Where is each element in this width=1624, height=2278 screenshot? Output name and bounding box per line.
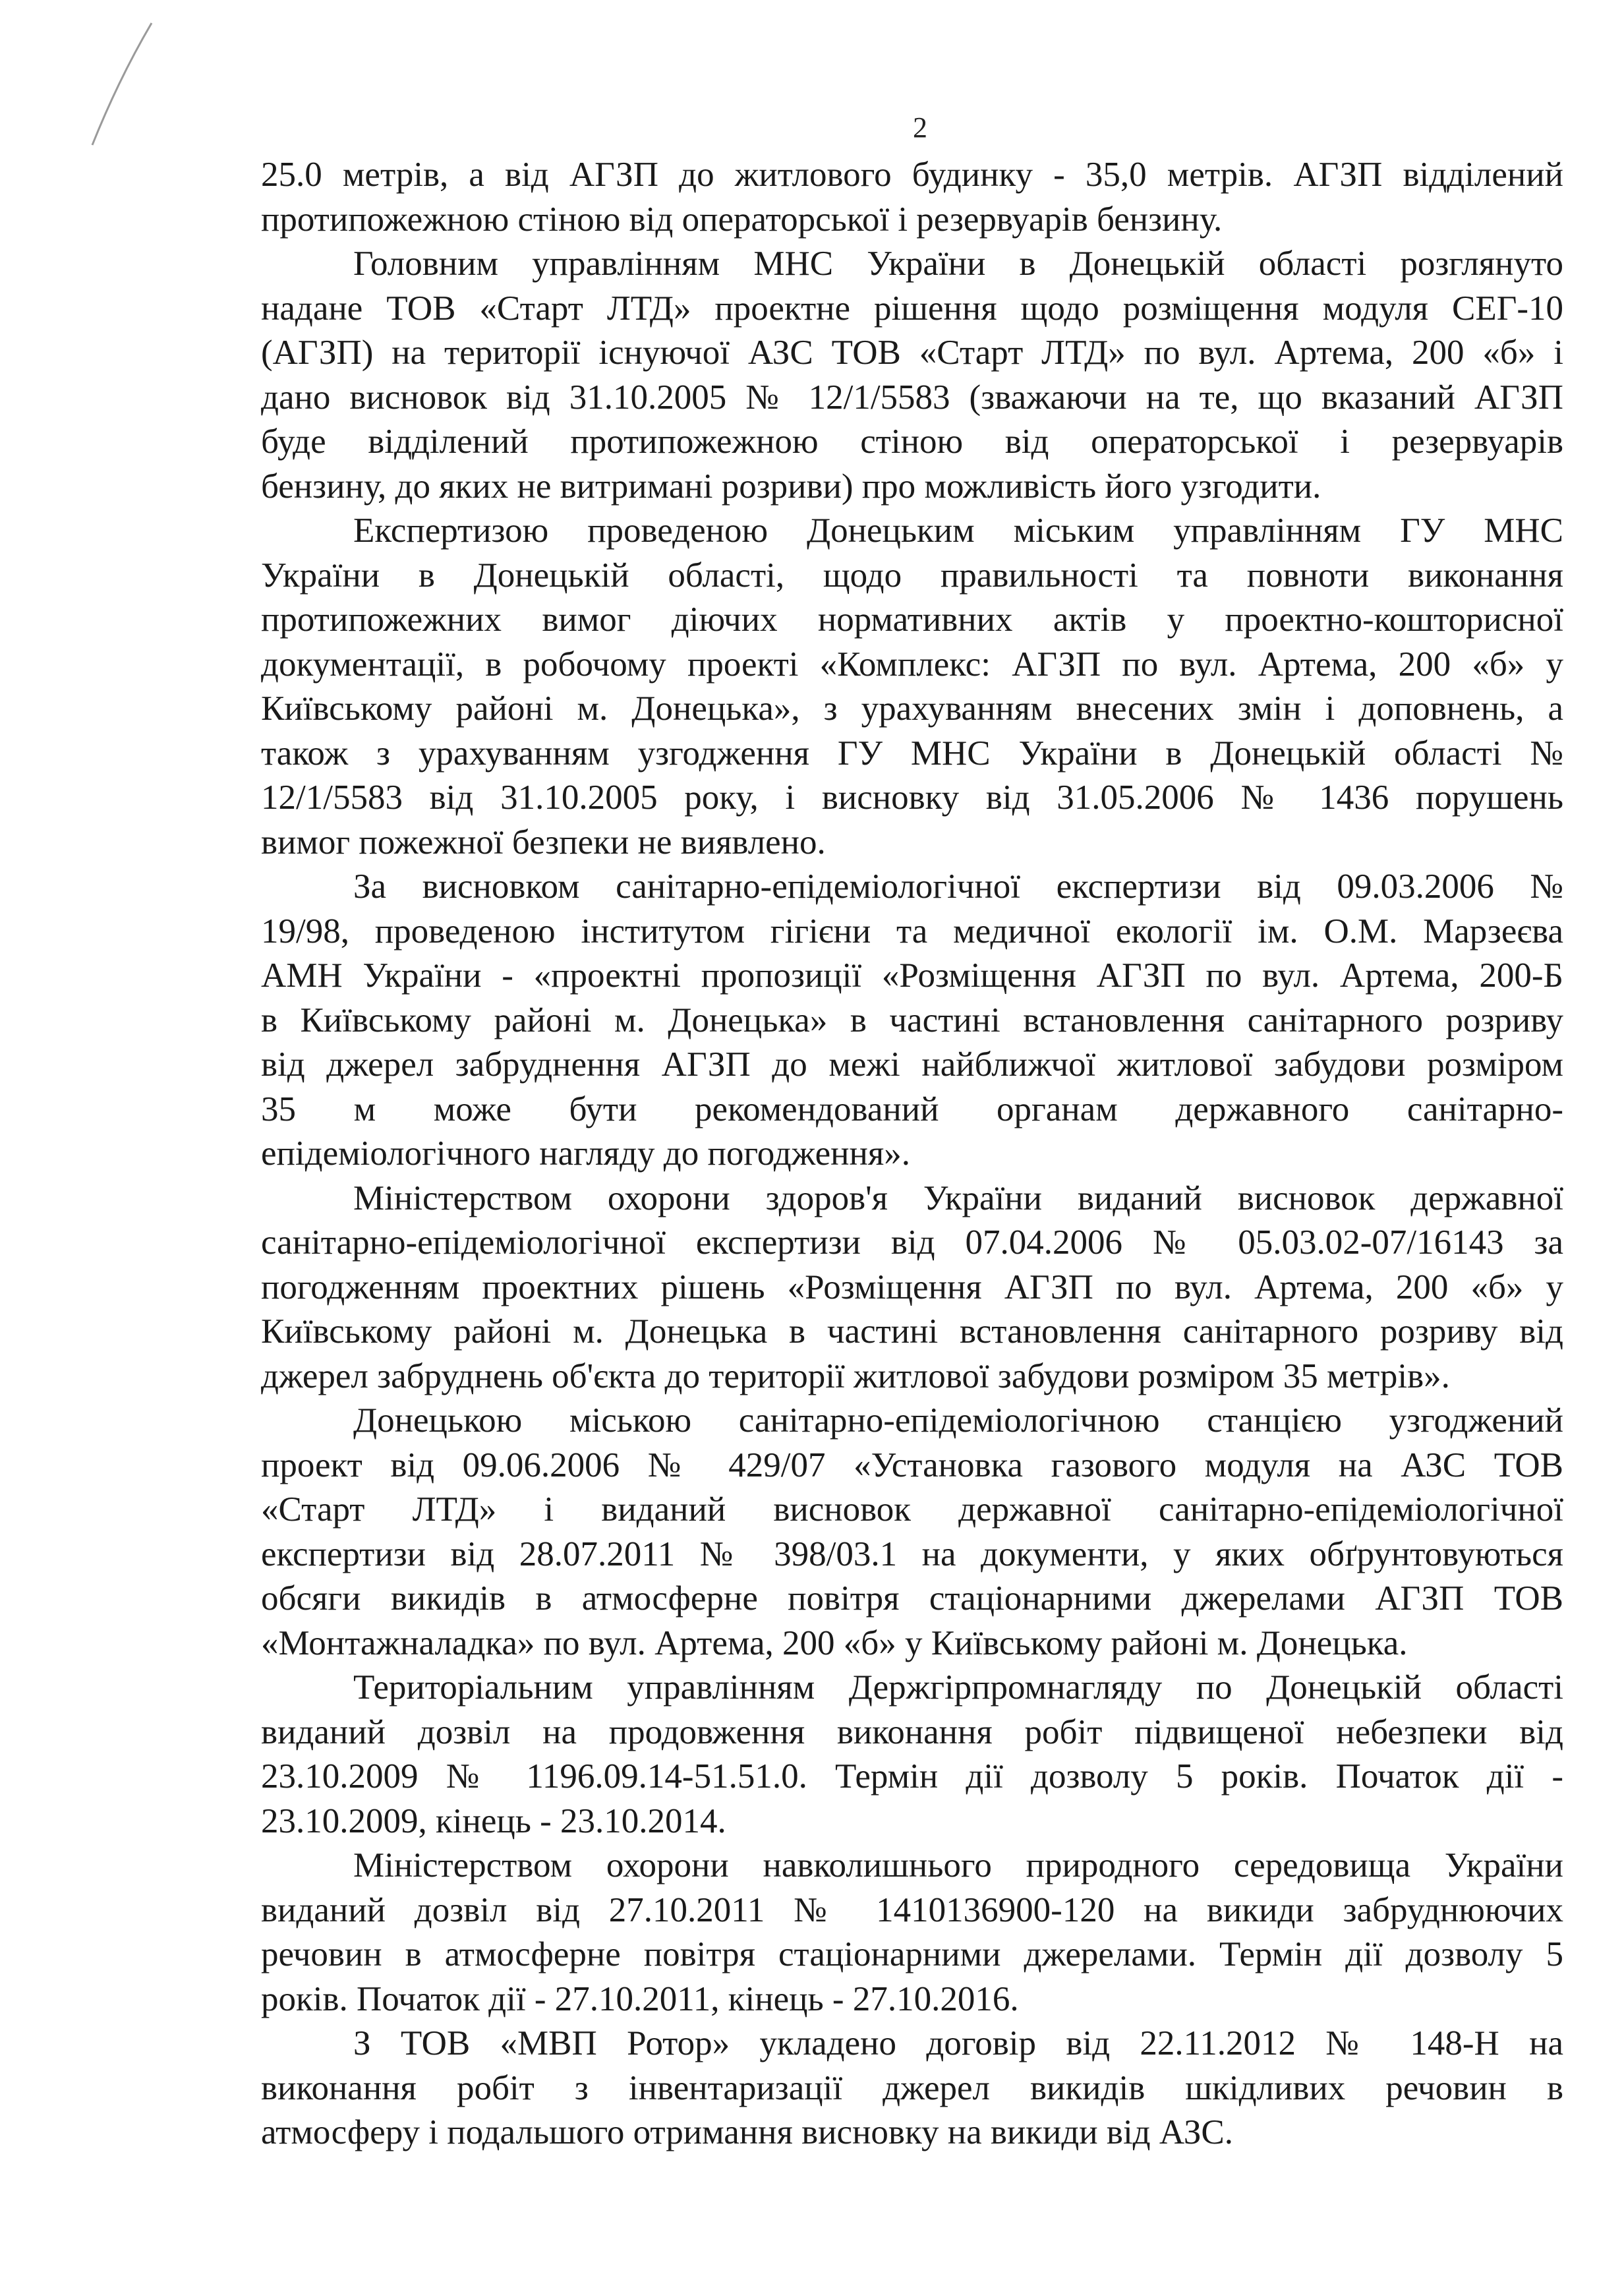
paragraph [261,242,1563,509]
document-body [261,153,1563,2155]
text-line: 12/1/5583 від 31.10.2005 року, і висновку від 31.05.2006 № 1436 порушень [261,778,1563,817]
text-line: буде відділений протипожежною стіною від операторської і резервуарів [261,423,1563,461]
text-line: обсяги викидів в атмосферне повітря стаціонарними джерелами АГЗП ТОВ [261,1579,1563,1618]
text-line: Міністерством охорони навколишнього природного середовища України [353,1846,1563,1884]
text-line: від джерел забруднення АГЗП до межі найближчої житлової забудови розміром [261,1045,1563,1084]
text-line: 23.10.2009 № 1196.09.14-51.51.0. Термін дії дозволу 5 років. Початок дії - [261,1757,1563,1796]
text-line: Міністерством охорони здоров'я України виданий висновок державної [353,1179,1563,1217]
paragraph [261,1666,1563,1844]
text-line: «Монтажналадка» по вул. Артема, 200 «б» у Київському районі м. Донецька. [261,1623,1408,1662]
text-line: 19/98, проведеною інститутом гігієни та медичної екології ім. О.М. Марзеєва [261,912,1563,950]
text-line: Територіальним управлінням Держгірпромнагляду по Донецькій області [353,1668,1563,1707]
text-line: Київському районі м. Донецька», з урахуванням внесених змін і доповнень, а [261,689,1563,728]
text-line: речовин в атмосферне повітря стаціонарними джерелами. Термін дії дозволу 5 [261,1935,1563,1973]
text-line: проект від 09.06.2006 № 429/07 «Установка газового модуля на АЗС ТОВ [261,1446,1563,1484]
text-line: 35 м може бути рекомендований органам державного санітарно- [261,1090,1563,1128]
text-line: джерел забруднень об'єкта до території житлової забудови розміром 35 метрів». [261,1357,1450,1395]
text-line: виданий дозвіл на продовження виконання робіт підвищеної небезпеки від [261,1712,1563,1751]
text-line: виконання робіт з інвентаризації джерел викидів шкідливих речовин в [261,2068,1563,2107]
text-line: Головним управлінням МНС України в Донецькій області розглянуто [353,245,1563,283]
text-line: АМН України - «проектні пропозиції «Розміщення АГЗП по вул. Артема, 200-Б [261,956,1563,995]
text-line: також з урахуванням узгодження ГУ МНС України в Донецькій області № [261,734,1563,773]
text-line: санітарно-епідеміологічної експертизи від 07.04.2006 № 05.03.02-07/16143 за [261,1223,1563,1262]
paragraph [261,1399,1563,1666]
text-line: експертизи від 28.07.2011 № 398/03.1 на документи, у яких обґрунтовуються [261,1534,1563,1573]
text-line: 25.0 метрів, а від АГЗП до житлового будинку - 35,0 метрів. АГЗП відділений [261,156,1563,194]
text-line: За висновком санітарно-епідеміологічної експертизи від 09.03.2006 № [353,867,1563,906]
text-line: «Старт ЛТД» і виданий висновок державної санітарно-епідеміологічної [261,1490,1563,1529]
paragraph [261,153,1563,242]
text-line: протипожежних вимог діючих нормативних актів у проектно-кошторисної [261,600,1563,639]
text-line: років. Початок дії - 27.10.2011, кінець - 27.10.2016. [261,1979,1019,2018]
paragraph [261,2022,1563,2155]
page-number: 2 [913,111,927,144]
pen-mark-decoration [79,20,158,165]
paragraph [261,509,1563,865]
text-line: дано висновок від 31.10.2005 № 12/1/5583 (зважаючи на те, що вказаний АГЗП [261,378,1563,417]
text-line: України в Донецькій області, щодо правильності та повноти виконання [261,556,1563,595]
text-line: бензину, до яких не витримані розриви) про можливість його узгодити. [261,467,1321,506]
text-line: 23.10.2009, кінець - 23.10.2014. [261,1801,726,1840]
text-line: (АГЗП) на території існуючої АЗС ТОВ «Старт ЛТД» по вул. Артема, 200 «б» і [261,334,1563,372]
paragraph [261,865,1563,1177]
text-line: в Київському районі м. Донецька» в частині встановлення санітарного розриву [261,1001,1563,1039]
text-line: Донецькою міською санітарно-епідеміологічною станцією узгоджений [353,1401,1563,1440]
paragraph [261,1177,1563,1399]
paragraph [261,1844,1563,2022]
text-line: надане ТОВ «Старт ЛТД» проектне рішення щодо розміщення модуля СЕГ-10 [261,289,1563,328]
text-line: Київському районі м. Донецька в частині встановлення санітарного розриву від [261,1312,1563,1351]
text-line: протипожежною стіною від операторської і резервуарів бензину. [261,200,1223,239]
text-line: епідеміологічного нагляду до погодження». [261,1134,910,1173]
text-line: Експертизою проведеною Донецьким міським управлінням ГУ МНС [353,511,1563,550]
text-line: документації, в робочому проекті «Комплекс: АГЗП по вул. Артема, 200 «б» у [261,645,1563,684]
text-line: виданий дозвіл від 27.10.2011 № 1410136900-120 на викиди забруднюючих [261,1890,1563,1929]
text-line: атмосферу і подальшого отримання висновку на викиди від АЗС. [261,2113,1233,2151]
text-line: погодженням проектних рішень «Розміщення АГЗП по вул. Артема, 200 «б» у [261,1268,1563,1306]
text-line: вимог пожежної безпеки не виявлено. [261,823,826,862]
text-line: З ТОВ «МВП Ротор» укладено договір від 22.11.2012 № 148-Н на [353,2024,1563,2062]
